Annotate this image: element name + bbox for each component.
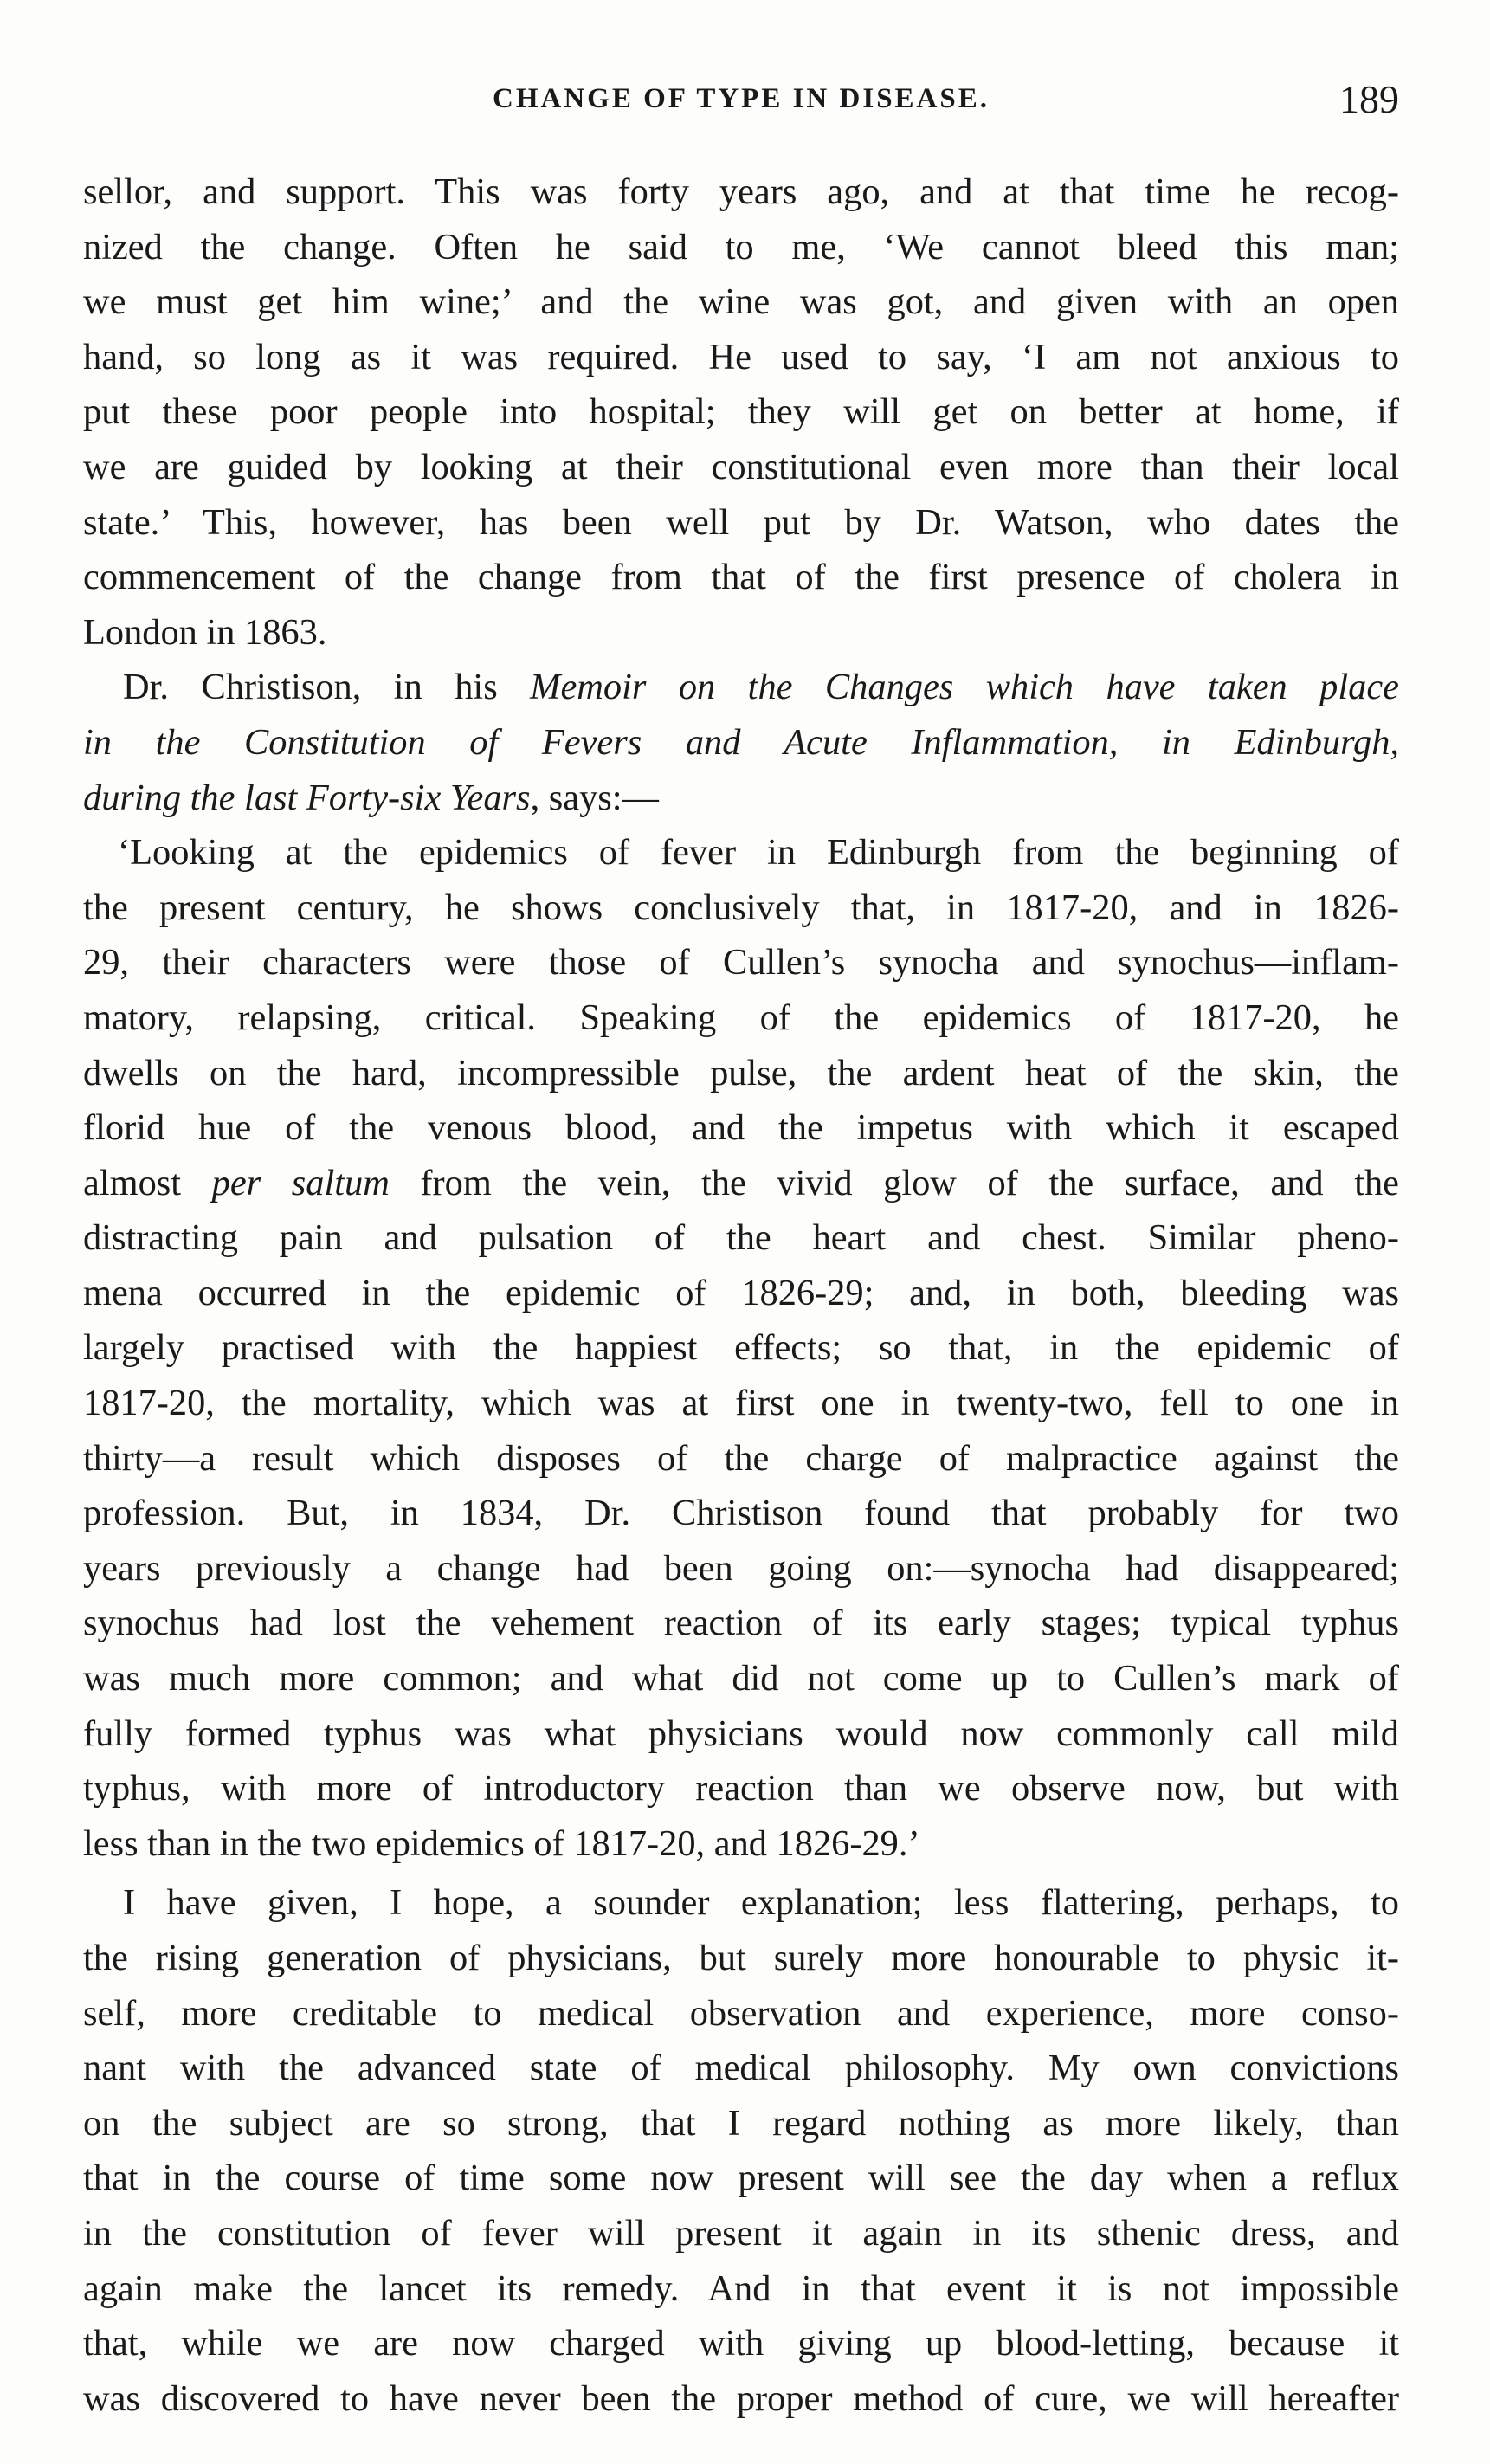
text-line: less than in the two epidemics of 1817-20, and 1826-29.’ [83,1822,920,1864]
text-span: Dr. Christison, in his [123,667,531,708]
text-line: in the constitution of fever will present it again in its sthenic dress, and [83,2212,1399,2254]
text-line: on the subject are so strong, that I regard nothing as more likely, than [83,2102,1399,2144]
running-head-title: CHANGE OF TYPE IN DISEASE. [492,83,990,114]
text-line: was discovered to have never been the proper method of cure, we will hereafter [83,2377,1399,2419]
text-span: , says:— [530,777,659,818]
text-line: state.’ This, however, has been well put by Dr. Watson, who dates the [83,501,1399,543]
italic-span: in the Constitution of Fevers and Acute Inflammation, in Edinburgh, [83,721,1399,763]
italic-span: Memoir on the Changes which have taken place [530,667,1399,708]
text-line: we are guided by looking at their constitutional even more than their local [83,446,1399,487]
text-line: London in 1863. [83,611,327,653]
text-line: 1817-20, the mortality, which was at first one in twenty-two, fell to one in [83,1383,1399,1424]
text-line: was much more common; and what did not come up to Cullen’s mark of [83,1658,1399,1700]
text-line: the rising generation of physicians, but surely more honourable to physic it- [83,1938,1399,1978]
text-line: put these poor people into hospital; they will get on better at home, if [83,391,1399,433]
text-line: fully formed typhus was what physicians would now commonly call mild [83,1713,1399,1754]
body-text [83,164,1399,2426]
text-line: largely practised with the happiest effects; so that, in the epidemic of [83,1327,1399,1369]
italic-span: during the last Forty-six Years [83,777,531,818]
text-line [83,1156,1399,1211]
text-line: dwells on the hard, incompressible pulse, the ardent heat of the skin, the [83,1052,1399,1093]
text-line [83,771,1399,826]
text-line: synochus had lost the vehement reaction of its early stages; typical typhus [83,1603,1399,1644]
text-line: matory, relapsing, critical. Speaking of the epidemics of 1817-20, he [83,997,1399,1038]
text-line: ‘Looking at the epidemics of fever in Edinburgh from the beginning of [118,832,1399,874]
text-line: we must get him wine;’ and the wine was got, and given with an open [83,281,1399,323]
text-line: 29, their characters were those of Cullen’s synocha and synochus—inflam- [83,942,1399,984]
text-line: florid hue of the venous blood, and the impetus with which it escaped [83,1107,1399,1149]
text-line: the present century, he shows conclusively that, in 1817-20, and in 1826- [83,887,1399,928]
text-line: that in the course of time some now present will see the day when a reflux [83,2158,1399,2199]
text-line: sellor, and support. This was forty years ago, and at that time he recog- [83,171,1399,212]
text-line: distracting pain and pulsation of the heart and chest. Similar pheno- [83,1217,1399,1259]
text-line: again make the lancet its remedy. And in that event it is not impossible [83,2267,1399,2309]
text-line: profession. But, in 1834, Dr. Christison found that probably for two [83,1493,1399,1534]
text-line: hand, so long as it was required. He used to say, ‘I am not anxious to [83,336,1399,377]
text-line: self, more creditable to medical observation and experience, more conso- [83,1992,1399,2034]
text-line [83,660,1399,715]
text-line: commencement of the change from that of the first presence of cholera in [83,557,1399,598]
text-span: from the vein, the vivid glow of the surface, and the [389,1162,1399,1203]
text-line: nized the change. Often he said to me, ‘We cannot bleed this man; [83,226,1399,268]
text-line: mena occurred in the epidemic of 1826-29; and, in both, bleeding was [83,1272,1399,1313]
page-number: 189 [1339,77,1399,121]
text-line [83,715,1399,771]
text-line: that, while we are now charged with giving up blood-letting, because it [83,2323,1399,2364]
italic-span: per saltum [211,1162,390,1203]
text-span: almost [83,1162,212,1203]
running-head [83,76,1399,128]
text-line: thirty—a result which disposes of the charge of malpractice against the [83,1437,1399,1479]
text-line: I have given, I hope, a sounder explanation; less flattering, perhaps, to [123,1882,1399,1924]
text-line: years previously a change had been going on:—synocha had disappeared; [83,1547,1399,1589]
text-line: typhus, with more of introductory reaction than we observe now, but with [83,1768,1399,1809]
text-line: nant with the advanced state of medical philosophy. My own convictions [83,2048,1399,2089]
